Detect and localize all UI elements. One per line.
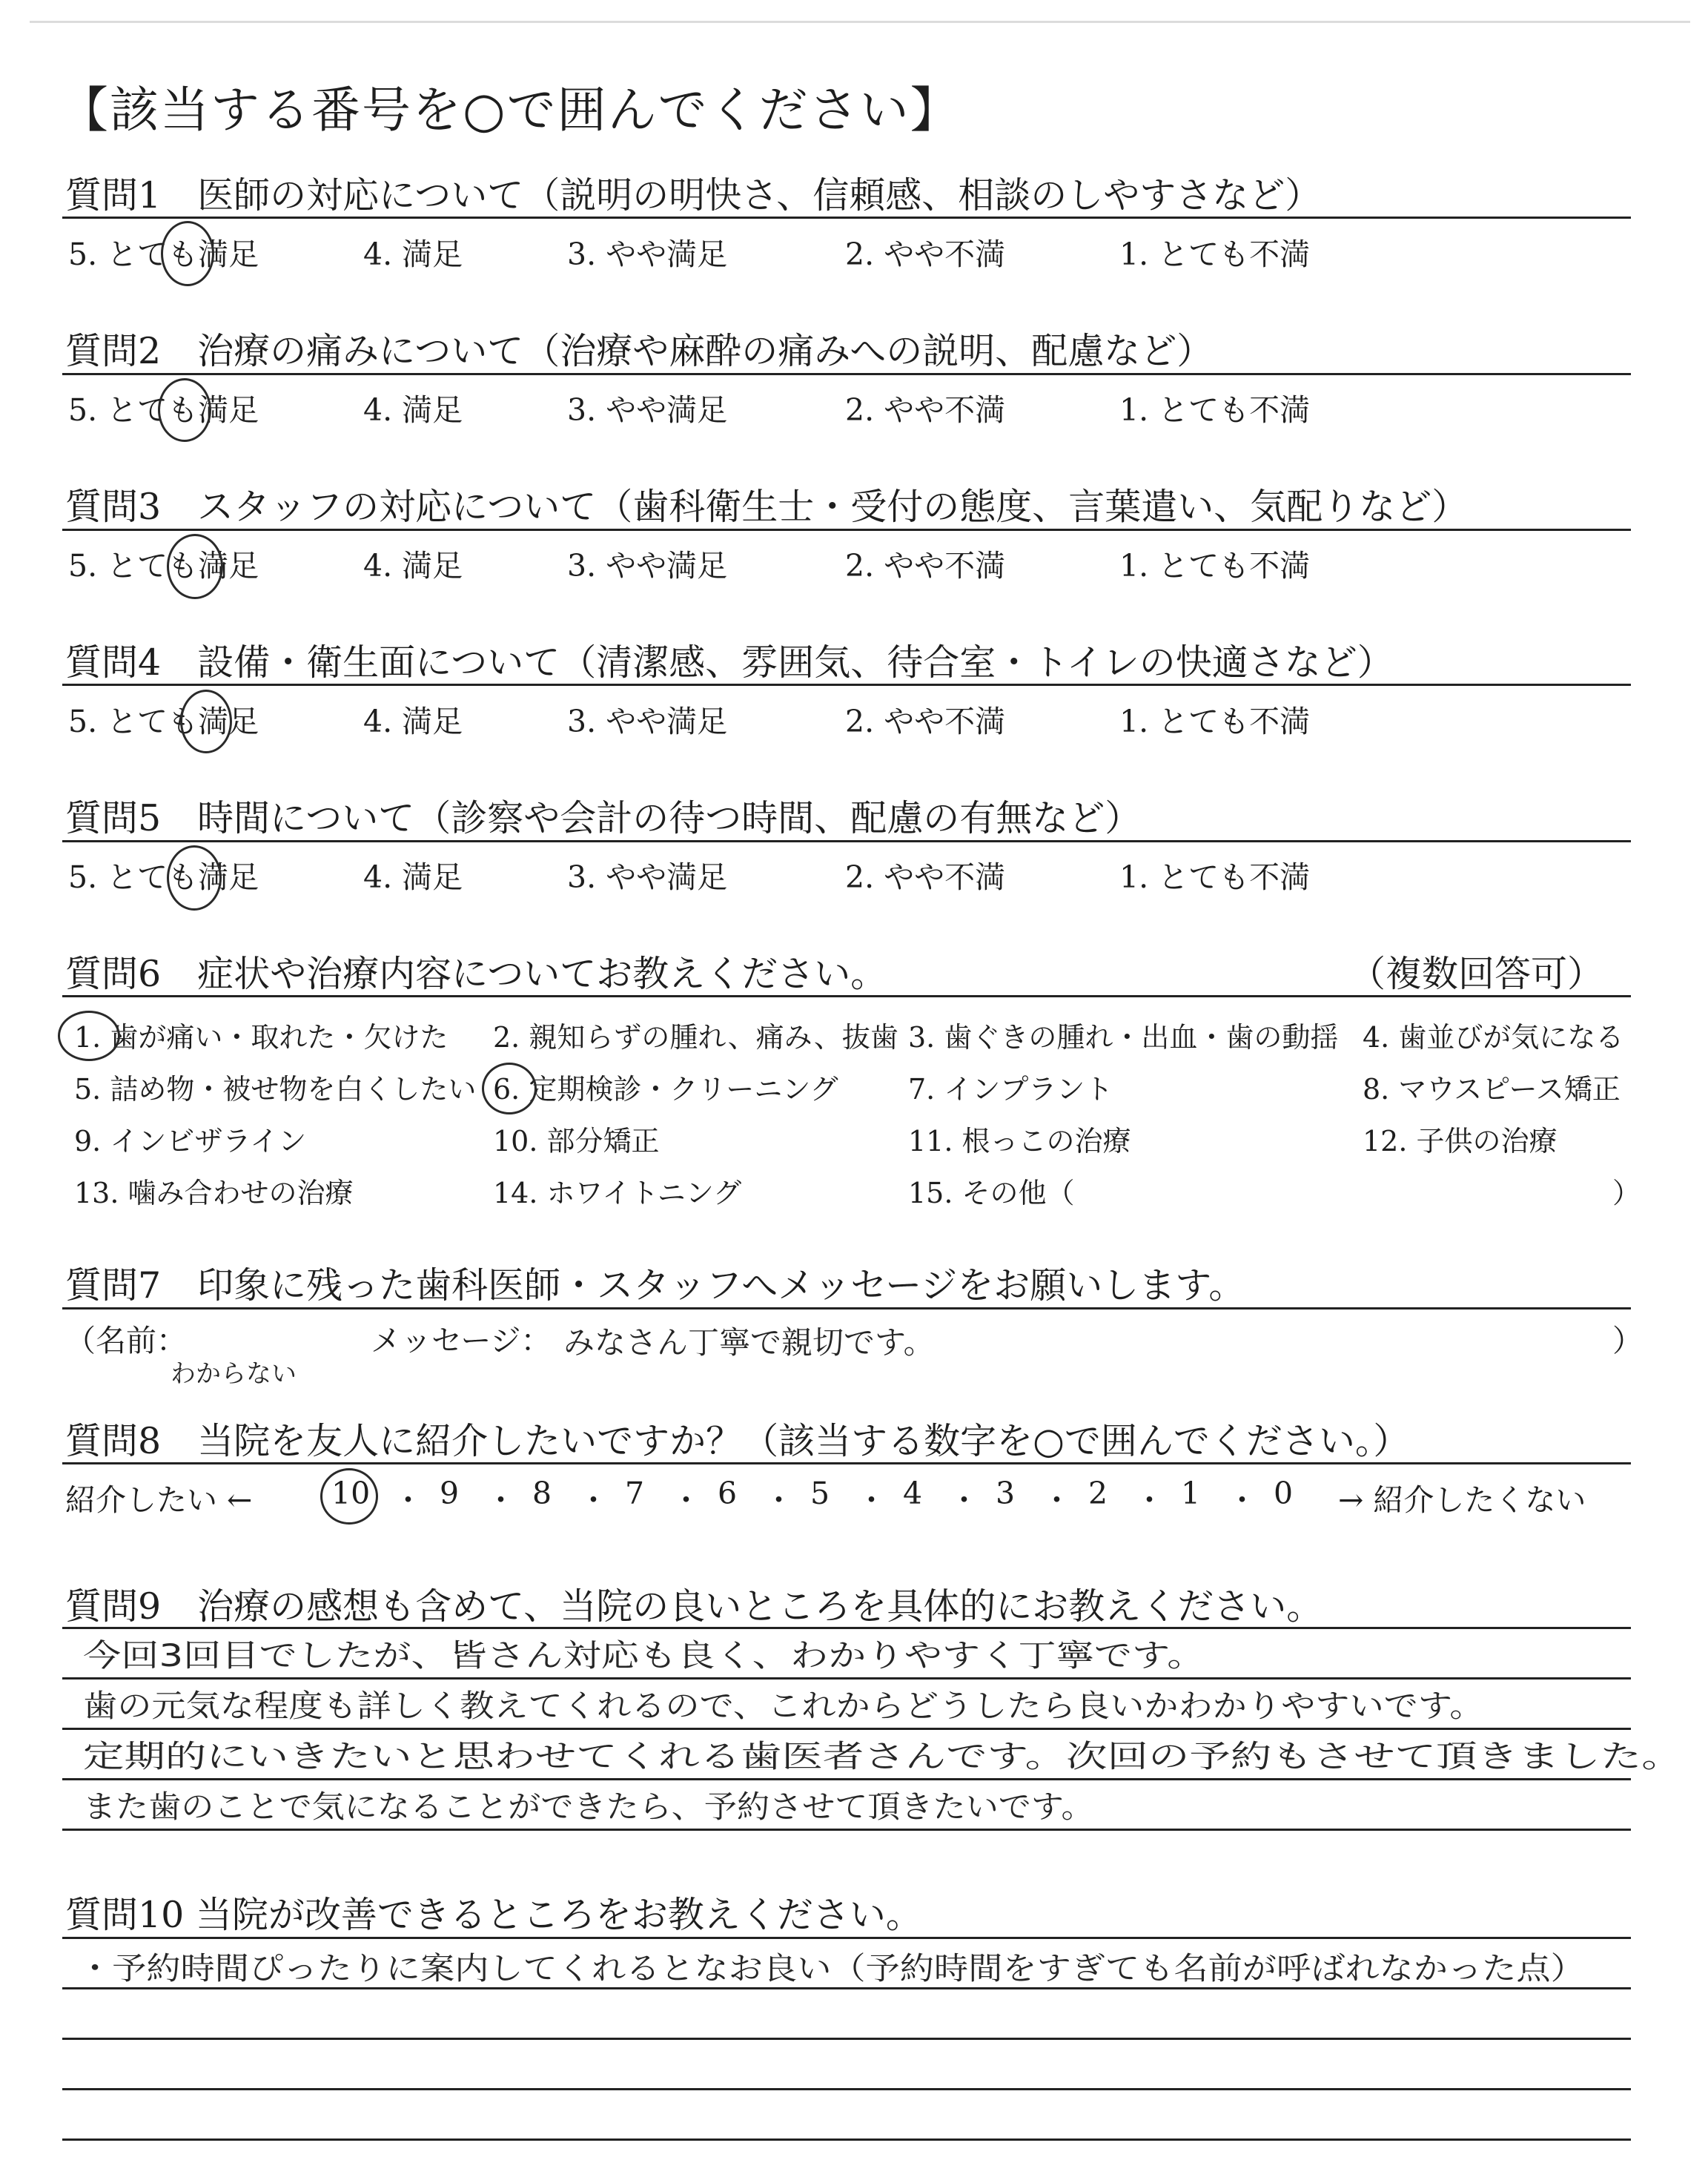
q8-number-5[interactable]: 5 <box>810 1476 830 1511</box>
q6-option-2[interactable]: 2. 親知らずの腫れ、痛み、抜歯 <box>493 1021 898 1054</box>
q8-dot: ・ <box>1042 1482 1072 1518</box>
q8-dot: ・ <box>393 1482 423 1518</box>
q9-handwriting-line-1[interactable]: 今回3回目でしたが、皆さん対応も良く、わかりやすく丁寧です。 <box>83 1637 1205 1674</box>
q2-option-3[interactable]: 3. やや満足 <box>567 392 728 428</box>
question-1-label: 質問1 医師の対応について（説明の明快さ、信頼感、相談のしやすさなど） <box>65 174 1322 217</box>
q1-option-5[interactable]: 5. とても満足 <box>68 237 259 272</box>
q6-option-15-close: ） <box>1612 1177 1641 1209</box>
question-3-rule <box>62 529 1631 531</box>
q1-option-2[interactable]: 2. やや不満 <box>845 237 1006 272</box>
q7-name-handwriting[interactable]: わからない <box>171 1359 297 1389</box>
q2-option-5[interactable]: 5. とても満足 <box>68 392 259 428</box>
q6-option-3[interactable]: 3. 歯ぐきの腫れ・出血・歯の動揺 <box>908 1021 1339 1054</box>
q8-number-1[interactable]: 1 <box>1181 1476 1201 1511</box>
q6-option-13[interactable]: 13. 噛み合わせの治療 <box>74 1177 354 1209</box>
q9-handwriting-line-3[interactable]: 定期的にいきたいと思わせてくれる歯医者さんです。次回の予約もさせて頂きました。 <box>83 1738 1683 1774</box>
q5-option-1[interactable]: 1. とても不満 <box>1119 859 1311 895</box>
q2-selection-circle <box>158 378 211 442</box>
q8-number-2[interactable]: 2 <box>1088 1476 1108 1511</box>
q7-name-label: （名前： <box>65 1323 187 1358</box>
q6-option-10[interactable]: 10. 部分矯正 <box>493 1125 660 1157</box>
q8-number-0[interactable]: 0 <box>1274 1476 1294 1511</box>
q6-option-11[interactable]: 11. 根っこの治療 <box>908 1125 1131 1157</box>
q4-option-2[interactable]: 2. やや不満 <box>845 704 1006 739</box>
q8-dot: ・ <box>578 1482 609 1518</box>
page-title: 【該当する番号を○で囲んでください】 <box>59 82 961 139</box>
question-8-rule <box>62 1462 1631 1464</box>
q9-handwriting-line-2[interactable]: 歯の元気な程度も詳しく教えてくれるので、これからどうしたら良いかわかりやすいです。 <box>83 1688 1484 1724</box>
q2-option-1[interactable]: 1. とても不満 <box>1119 392 1311 428</box>
q6-option-9[interactable]: 9. インビザライン <box>74 1125 307 1157</box>
q5-option-3[interactable]: 3. やや満足 <box>567 859 728 895</box>
question-2-rule <box>62 373 1631 375</box>
q1-selection-circle <box>161 221 214 286</box>
q8-dot: ・ <box>1134 1482 1165 1518</box>
question-4-label: 質問4 設備・衛生面について（清潔感、雰囲気、待合室・トイレの快適さなど） <box>65 641 1394 684</box>
question-8-label: 質問8 当院を友人に紹介したいですか？（該当する数字を○で囲んでください。） <box>65 1420 1410 1462</box>
question-3-label: 質問3 スタッフの対応について（歯科衛生士・受付の態度、言葉遣い、気配りなど） <box>65 486 1469 528</box>
q6-option-15[interactable]: 15. その他（ <box>908 1177 1075 1209</box>
q2-option-2[interactable]: 2. やや不満 <box>845 392 1006 428</box>
question-6-label: 質問6 症状や治療内容についてお教えください。 <box>65 953 887 995</box>
q8-number-8[interactable]: 8 <box>532 1476 552 1511</box>
question-10-label: 質問10 当院が改善できるところをお教えください。 <box>65 1894 922 1936</box>
q4-option-5[interactable]: 5. とても満足 <box>68 704 259 739</box>
question-10-rule-3 <box>62 2038 1631 2040</box>
q4-selection-circle <box>180 690 232 753</box>
q8-number-9[interactable]: 9 <box>440 1476 460 1511</box>
q8-dot: ・ <box>1227 1482 1257 1518</box>
q1-option-1[interactable]: 1. とても不満 <box>1119 237 1311 272</box>
question-6-note: （複数回答可） <box>1349 953 1604 995</box>
question-7-rule <box>62 1307 1631 1309</box>
q8-dot: ・ <box>949 1482 979 1518</box>
q8-number-6[interactable]: 6 <box>718 1476 738 1511</box>
q8-dot: ・ <box>856 1482 887 1518</box>
q5-selection-circle <box>167 845 222 911</box>
q3-option-5[interactable]: 5. とても満足 <box>68 548 259 584</box>
question-2-label: 質問2 治療の痛みについて（治療や麻酔の痛みへの説明、配慮など） <box>65 330 1214 372</box>
q6-option-12[interactable]: 12. 子供の治療 <box>1363 1125 1558 1157</box>
q1-option-4[interactable]: 4. 満足 <box>363 237 463 272</box>
q8-number-4[interactable]: 4 <box>903 1476 923 1511</box>
question-10-rule-5 <box>62 2138 1631 2141</box>
question-10-rule-4 <box>62 2088 1631 2090</box>
scan-edge-line <box>30 21 1690 23</box>
q6-option-14[interactable]: 14. ホワイトニング <box>493 1177 742 1209</box>
q6-option-8[interactable]: 8. マウスピース矯正 <box>1363 1073 1621 1106</box>
q4-option-3[interactable]: 3. やや満足 <box>567 704 728 739</box>
question-10-rule-1 <box>62 1937 1631 1939</box>
q2-option-4[interactable]: 4. 満足 <box>363 392 463 428</box>
q3-selection-circle <box>167 534 223 599</box>
question-7-label: 質問7 印象に残った歯科医師・スタッフへメッセージをお願いします。 <box>65 1264 1245 1307</box>
q9-handwriting-line-4[interactable]: また歯のことで気になることができたら、予約させて頂きたいです。 <box>83 1789 1094 1825</box>
q4-option-1[interactable]: 1. とても不満 <box>1119 704 1311 739</box>
q6-option-1[interactable]: 1. 歯が痛い・取れた・欠けた <box>74 1021 448 1054</box>
question-5-rule <box>62 840 1631 842</box>
question-9-rule-4 <box>62 1778 1631 1780</box>
q6-option-5[interactable]: 5. 詰め物・被せ物を白くしたい <box>74 1073 477 1106</box>
q3-option-4[interactable]: 4. 満足 <box>363 548 463 584</box>
q7-message-label: メッセージ： <box>371 1323 552 1358</box>
question-9-rule-5 <box>62 1829 1631 1831</box>
q5-option-5[interactable]: 5. とても満足 <box>68 859 259 895</box>
q8-number-3[interactable]: 3 <box>996 1476 1016 1511</box>
q7-message-handwriting[interactable]: みなさん丁寧で親切です。 <box>563 1324 935 1361</box>
q8-selection-circle <box>320 1468 378 1525</box>
q6-option-7[interactable]: 7. インプラント <box>908 1073 1113 1106</box>
q1-option-3[interactable]: 3. やや満足 <box>567 237 728 272</box>
q8-dot: ・ <box>764 1482 794 1518</box>
question-9-rule-1 <box>62 1627 1631 1629</box>
q6-option-4[interactable]: 4. 歯並びが気になる <box>1363 1021 1624 1054</box>
question-1-rule <box>62 217 1631 219</box>
question-9-rule-3 <box>62 1728 1631 1730</box>
q6-selection-circle-1 <box>58 1011 120 1061</box>
question-9-rule-2 <box>62 1677 1631 1680</box>
q8-right-label: → 紹介したくない <box>1338 1482 1586 1518</box>
q7-close-paren: ） <box>1612 1323 1643 1358</box>
q5-option-2[interactable]: 2. やや不満 <box>845 859 1006 895</box>
q8-dot: ・ <box>486 1482 516 1518</box>
q8-dot: ・ <box>671 1482 701 1518</box>
q10-handwriting-line-1[interactable]: ・予約時間ぴったりに案内してくれるとなお良い（予約時間をすぎても名前が呼ばれなかった点） <box>78 1950 1585 1986</box>
q8-number-7[interactable]: 7 <box>625 1476 645 1511</box>
question-5-label: 質問5 時間について（診察や会計の待つ時間、配慮の有無など） <box>65 797 1142 839</box>
q8-left-label: 紹介したい ← <box>65 1482 253 1518</box>
question-9-label: 質問9 治療の感想も含めて、当院の良いところを具体的にお教えください。 <box>65 1585 1323 1628</box>
q8-number-10[interactable]: 10 <box>331 1476 371 1511</box>
q6-option-6[interactable]: 6. 定期検診・クリーニング <box>493 1073 838 1106</box>
q6-selection-circle-6 <box>482 1063 537 1114</box>
question-6-rule <box>62 995 1631 997</box>
q3-option-3[interactable]: 3. やや満足 <box>567 548 728 584</box>
q3-option-2[interactable]: 2. やや不満 <box>845 548 1006 584</box>
q4-option-4[interactable]: 4. 満足 <box>363 704 463 739</box>
q3-option-1[interactable]: 1. とても不満 <box>1119 548 1311 584</box>
question-4-rule <box>62 684 1631 686</box>
q5-option-4[interactable]: 4. 満足 <box>363 859 463 895</box>
